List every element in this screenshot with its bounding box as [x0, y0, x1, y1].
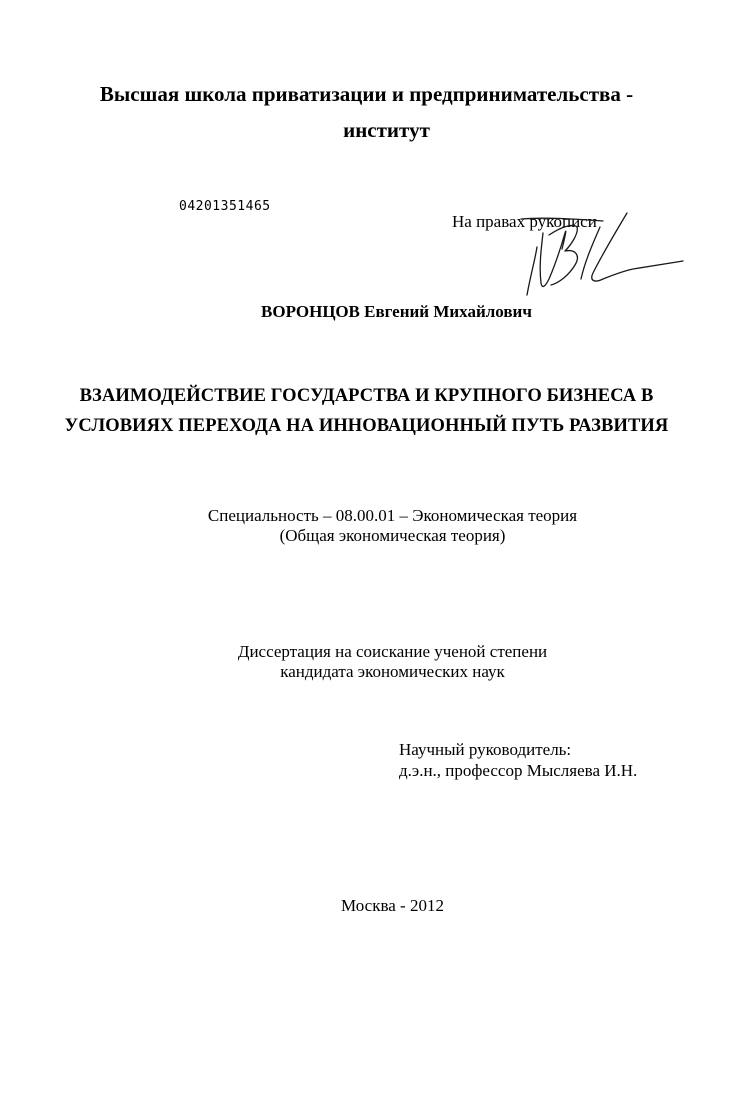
specialty-line2: (Общая экономическая теория)	[279, 526, 506, 545]
degree-statement-line1: Диссертация на соискание ученой степени	[237, 642, 548, 661]
institution-name-line1: Высшая школа приватизации и предпринимательства -	[99, 82, 634, 106]
handwritten-signature	[505, 205, 685, 300]
city-year: Москва - 2012	[341, 896, 444, 915]
advisor-name: д.э.н., профессор Мысляева И.Н.	[399, 761, 638, 780]
manuscript-rights-note: На правах рукописи	[452, 212, 597, 231]
institution-name-line2: институт	[343, 118, 430, 142]
author-name: ВОРОНЦОВ Евгений Михайлович	[261, 302, 532, 321]
dissertation-title-line1: ВЗАИМОДЕЙСТВИЕ ГОСУДАРСТВА И КРУПНОГО БИЗНЕСА В	[79, 386, 654, 406]
degree-statement-line2: кандидата экономических наук	[280, 662, 505, 681]
dissertation-title-line2: УСЛОВИЯХ ПЕРЕХОДА НА ИННОВАЦИОННЫЙ ПУТЬ РАЗВИТИЯ	[64, 416, 669, 436]
registry-number: 04201351465	[179, 199, 271, 214]
specialty-line1: Специальность – 08.00.01 – Экономическая теория	[207, 506, 578, 525]
advisor-label: Научный руководитель:	[399, 740, 572, 759]
